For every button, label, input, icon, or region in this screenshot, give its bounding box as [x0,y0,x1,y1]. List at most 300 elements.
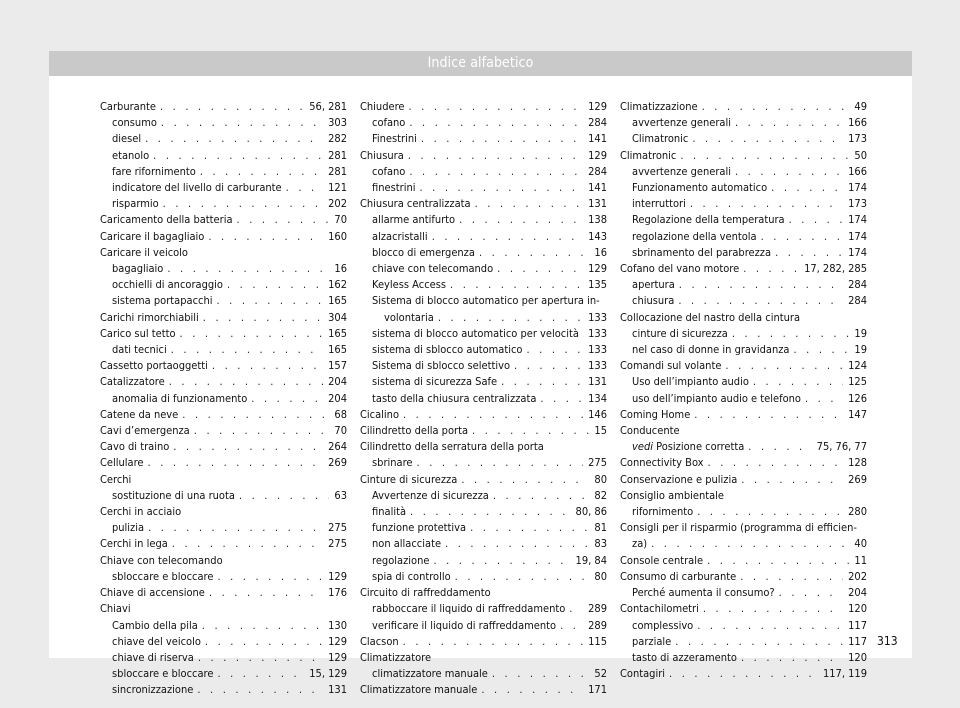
page-reference: 141 [588,181,607,195]
entry-line [100,407,347,423]
entry-label [632,439,744,455]
entry-label [620,666,665,682]
index-subentry [360,504,607,520]
entry-line [360,180,607,196]
dot-leader [753,374,843,390]
dot-leader [237,212,330,228]
entry-label [112,277,223,293]
entry-line [100,245,347,261]
entry-line [620,391,867,407]
entry-label [112,391,247,407]
entry-label [372,569,451,585]
page-reference: 63 [334,488,347,502]
page-reference: 133 [588,359,607,373]
entry-line [360,342,607,358]
entry-line [620,618,867,634]
entry-text: cofano [372,116,406,130]
entry-text: Catene da neve [100,407,179,421]
dot-leader [741,472,843,488]
entry-line [100,115,347,131]
entry-line [620,310,867,326]
index-entry [620,407,867,423]
entry-text: za) [632,537,648,551]
index-entry [620,310,867,326]
page-reference: 80 [594,569,607,583]
entry-line [360,488,607,504]
page-reference: 129 [328,650,347,664]
index-entry [100,212,347,228]
entry-label [372,131,417,147]
entry-line [360,99,607,115]
entry-line [360,553,607,569]
index-entry [620,488,867,504]
entry-line [360,358,607,374]
entry-label [372,212,455,228]
dot-leader [455,569,590,585]
entry-text: Connectivity Box [620,456,704,470]
entry-label [632,229,757,245]
entry-label [112,520,144,536]
page-reference: 117 [848,618,867,632]
index-subentry [360,455,607,471]
index-subentry [620,277,867,293]
entry-label [360,407,399,423]
entry-text: Cellulare [100,456,144,470]
dot-leader [679,277,843,293]
entry-text: Conservazione e pulizia [620,472,738,486]
entry-label [112,148,149,164]
dot-leader [217,569,323,585]
page-reference: 284 [588,164,607,178]
dot-leader [741,650,843,666]
entry-text: Cinture di sicurezza [360,472,458,486]
page-reference: 269 [848,472,867,486]
entry-text: Climatizzazione [620,100,698,113]
page-reference: 174 [848,213,867,227]
index-subentry [360,666,607,682]
page-reference: 124 [848,359,867,373]
entry-line [360,115,607,131]
dot-leader [732,326,850,342]
index-entry [620,569,867,585]
page-reference: 80 [594,472,607,486]
entry-label [372,342,522,358]
page-reference: 19 [854,326,867,340]
entry-label [112,261,163,277]
index-entry [620,601,867,617]
dot-leader [286,180,323,196]
page-reference: 160 [328,229,347,243]
page-reference: 50 [854,148,867,162]
index-subentry [620,212,867,228]
entry-text: Chiusura [360,148,404,162]
entry-label [372,245,475,261]
page-reference: 15 [594,424,607,438]
index-subentry [100,131,347,147]
dot-leader [173,439,323,455]
page-reference: 264 [328,440,347,454]
entry-text: Cavi d’emergenza [100,424,190,438]
dot-leader [408,148,583,164]
page-reference: 269 [328,456,347,470]
index-subentry [620,504,867,520]
entry-text: Cilindretto della porta [360,424,469,438]
entry-label [100,585,205,601]
dot-leader [417,455,584,471]
index-subentry [360,212,607,228]
entry-text: interruttori [632,197,686,211]
index-entry [360,634,607,650]
entry-line [620,261,867,277]
entry-label [100,407,178,423]
dot-leader [217,666,304,682]
entry-label [100,310,199,326]
entry-line [360,504,607,520]
entry-label [620,407,690,423]
page-reference: 120 [848,602,867,616]
page-reference: 165 [328,326,347,340]
page-reference: 143 [588,229,607,243]
index-subentry [360,553,607,569]
page-reference: 131 [328,683,347,697]
entry-text: bagagliaio [112,262,164,276]
entry-label [620,148,676,164]
index-subentry [100,277,347,293]
dot-leader [675,634,843,650]
entry-text: nel caso di donne in gravidanza [632,343,790,357]
dot-leader [569,601,583,617]
dot-leader [180,326,324,342]
entry-text: complessivo [632,618,694,632]
dot-leader [793,342,849,358]
page-reference: 75, 76, 77 [816,440,867,454]
index-entry [100,536,347,552]
entry-text: tasto della chiusura centralizzata [372,391,537,405]
entry-line [620,131,867,147]
entry-text: Carico sul tetto [100,326,176,340]
index-subentry [100,488,347,504]
index-entry [360,423,607,439]
index-column-3 [620,99,867,682]
entry-label [632,196,686,212]
index-subentry [620,391,867,407]
dot-leader [200,164,323,180]
entry-text: finestrini [372,181,416,195]
dot-leader [421,131,583,147]
index-subentry [360,374,607,390]
entry-label [632,131,688,147]
entry-text: Caricare il bagagliaio [100,229,205,243]
page-reference: 281 [328,164,347,178]
entry-line [100,601,347,617]
entry-text: Sistema di blocco automatico per apertura in- [372,294,600,308]
index-subentry [100,164,347,180]
page-reference: 80, 86 [575,505,607,519]
index-subentry [360,342,607,358]
entry-line [620,212,867,228]
entry-text: Cerchi [100,472,132,486]
page-reference: 202 [328,197,347,211]
entry-label [372,536,441,552]
entry-text: Contagiri [620,667,666,681]
index-subentry [360,569,607,585]
entry-line [360,212,607,228]
entry-line [100,99,347,115]
entry-text: Cilindretto della serratura della porta [360,440,544,454]
page-reference: 165 [328,294,347,308]
dot-leader [779,585,843,601]
entry-label [112,569,213,585]
entry-text: pulizia [112,521,145,535]
entry-label [100,423,190,439]
index-subentry [100,650,347,666]
entry-text: sistema portapacchi [112,294,213,308]
dot-leader [697,618,843,634]
dot-leader [669,666,818,682]
page-header [49,51,912,76]
entry-line [360,277,607,293]
entry-text: Catalizzatore [100,375,165,389]
entry-text: Chiudere [360,100,405,113]
dot-leader [492,666,590,682]
entry-label [372,520,466,536]
entry-text: chiave di riserva [112,650,194,664]
entry-text: Cicalino [360,407,399,421]
entry-label [620,601,699,617]
entry-text: spia di controllo [372,569,451,583]
page-reference: 280 [848,505,867,519]
index-entry [100,245,347,261]
dot-leader [209,585,323,601]
entry-label [632,618,693,634]
entry-text: sbrinare [372,456,413,470]
entry-line [100,585,347,601]
page-reference: 133 [588,310,607,324]
entry-text: Posizione corretta [656,440,745,454]
entry-label [360,99,405,115]
index-subentry [620,650,867,666]
entry-text: Funzionamento automatico [632,181,768,195]
entry-label [632,374,749,390]
entry-line [360,634,607,650]
entry-line [620,569,867,585]
page-reference: 120 [848,650,867,664]
entry-text: Cassetto portaoggetti [100,359,208,373]
entry-label [100,374,165,390]
entry-label [632,115,731,131]
page-reference: 82 [594,488,607,502]
dot-leader [403,634,583,650]
entry-label [100,358,208,374]
entry-line [620,245,867,261]
entry-label [620,455,704,471]
entry-label [632,536,647,552]
index-entry [100,504,347,520]
entry-text: diesel [112,132,142,146]
page-reference: 49 [854,100,867,113]
dot-leader [445,536,589,552]
entry-label [372,326,579,342]
page-reference: 289 [588,602,607,616]
index-subentry [620,196,867,212]
entry-label [112,115,157,131]
entry-text: Finestrini [372,132,417,146]
entry-line [100,472,347,488]
entry-line [620,488,867,504]
dot-leader [450,277,583,293]
entry-text: Clacson [360,634,399,648]
dot-leader [475,196,583,212]
entry-line [100,666,347,682]
index-subentry [100,569,347,585]
index-subentry [100,180,347,196]
entry-text: chiave del veicolo [112,634,201,648]
page-reference: 131 [588,197,607,211]
dot-leader [148,455,324,471]
entry-line [100,536,347,552]
dot-leader [205,634,323,650]
entry-text: Sistema di sblocco selettivo [372,359,511,373]
entry-line [100,569,347,585]
entry-line [360,196,607,212]
entry-line [620,229,867,245]
page-reference: 83 [594,537,607,551]
page-reference: 146 [588,407,607,421]
page-reference: 176 [328,586,347,600]
entry-text: sbloccare e bloccare [112,569,214,583]
page-reference: 121 [328,181,347,195]
page-reference: 166 [848,116,867,130]
index-subentry [620,245,867,261]
entry-label [360,148,404,164]
dot-leader [789,212,844,228]
index-entry [620,553,867,569]
entry-label [112,164,196,180]
entry-line [620,455,867,471]
index-entry [100,601,347,617]
page-reference: 129 [328,569,347,583]
page-reference: 128 [848,456,867,470]
entry-text: Circuito di raffreddamento [360,586,491,600]
entry-text: sbloccare e bloccare [112,667,214,681]
entry-label [632,245,771,261]
index-subentry [360,601,607,617]
entry-text: risparmio [112,197,159,211]
entry-line [100,148,347,164]
dot-leader [208,229,323,245]
index-entry [620,99,867,115]
dot-leader [459,212,583,228]
entry-label [632,634,671,650]
index-entry [360,407,607,423]
entry-label [632,342,789,358]
index-column-1 [100,99,347,699]
entry-line [620,342,867,358]
index-entry [100,472,347,488]
index-entry [100,553,347,569]
entry-label [620,569,736,585]
entry-label [632,504,693,520]
dot-leader [481,682,583,698]
entry-line [100,229,347,245]
entry-line [620,553,867,569]
entry-text: cofano [372,164,406,178]
dot-leader [725,358,843,374]
index-entry [100,585,347,601]
entry-line [100,634,347,650]
index-entry [620,455,867,471]
entry-text: regolazione [372,553,430,567]
entry-label [360,472,457,488]
index-entry [360,196,607,212]
index-subentry [620,374,867,390]
entry-text: Climatizzatore [360,650,432,664]
index-entry [100,439,347,455]
dot-leader [251,391,323,407]
entry-text: avvertenze generali [632,164,731,178]
entry-label [100,536,168,552]
dot-leader [432,229,583,245]
entry-label [620,261,739,277]
entry-line [360,131,607,147]
dot-leader [472,423,589,439]
entry-text: Uso dell’impianto audio [632,375,749,389]
entry-label [632,293,674,309]
dot-leader [438,310,583,326]
index-entry [100,99,347,115]
entry-line [620,164,867,180]
entry-line [100,310,347,326]
entry-line [100,180,347,196]
dot-leader [227,277,323,293]
dot-leader [761,229,843,245]
entry-text: dati tecnici [112,343,167,357]
entry-text: sostituzione di una ruota [112,488,235,502]
entry-text: uso dell’impianto audio e telefono [632,391,801,405]
entry-text: Comandi sul volante [620,359,722,373]
page-reference: 202 [848,569,867,583]
entry-text: Avvertenze di sicurezza [372,488,489,502]
entry-text: avvertenze generali [632,116,731,130]
entry-line [620,99,867,115]
dot-leader [697,504,843,520]
entry-line [620,180,867,196]
index-subentry [100,261,347,277]
dot-leader [163,196,323,212]
page-reference: 134 [588,391,607,405]
entry-label [112,342,167,358]
index-subentry [360,131,607,147]
entry-line [100,504,347,520]
entry-line [100,358,347,374]
page-reference: 17, 282, 285 [804,262,867,276]
entry-line [360,326,607,342]
entry-label [112,618,198,634]
index-subentry [360,277,607,293]
entry-line [360,374,607,390]
page-reference: 40 [854,537,867,551]
index-subentry [100,666,347,682]
entry-text: Climatronic [620,148,677,162]
index-subentry [360,293,607,325]
index-entry [100,455,347,471]
entry-text: Climatizzatore manuale [360,683,478,697]
index-entry [360,439,607,455]
page-reference: 70 [334,213,347,227]
entry-text: indicatore del livello di carburante [112,181,282,195]
entry-line [100,261,347,277]
dot-leader [194,423,330,439]
